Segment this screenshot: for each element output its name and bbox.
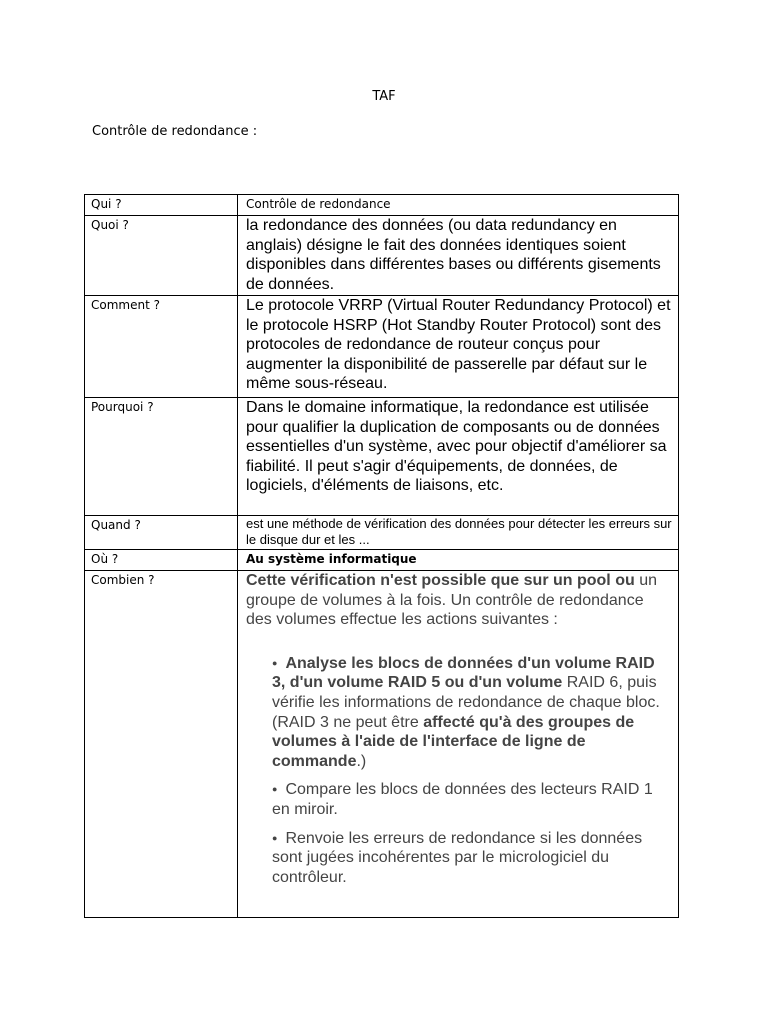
intro-bold-text: Cette vérification n'est possible que sur un pool ou — [246, 572, 635, 589]
row-value — [238, 571, 679, 918]
list-item — [272, 654, 672, 772]
bullet-list — [246, 654, 672, 888]
row-value: Au système informatique — [238, 550, 679, 571]
row-label: Combien ? — [85, 571, 238, 918]
row-label: Qui ? — [85, 195, 238, 216]
table-row — [85, 216, 679, 296]
bullet-end: .) — [356, 752, 367, 770]
row-label: Comment ? — [85, 296, 238, 398]
bullet-text: RAID 6, puis vérifie les informations de redondance de chaque bloc. (RAID 3 ne peut être — [272, 674, 660, 731]
bullet-icon: ● — [272, 784, 278, 795]
bullet-text: Compare les blocs de données des lecteurs RAID 1 en miroir. — [272, 781, 653, 818]
bullet-text: Renvoie les erreurs de redondance si les données sont jugées incohérentes par le micrologiciel du contrôleur. — [272, 829, 643, 886]
document-subtitle: Contrôle de redondance : — [92, 124, 258, 139]
qqoqccp-table — [84, 194, 679, 918]
row-value: Contrôle de redondance — [238, 195, 679, 216]
bullet-icon: ● — [272, 657, 278, 668]
bullet-bold-text: affecté qu'à des groupes de volumes à l'aide de l'interface de ligne de commande — [272, 713, 635, 770]
table-row — [85, 571, 679, 918]
bullet-icon: ● — [272, 832, 278, 843]
row-label: Pourquoi ? — [85, 398, 238, 516]
table-row — [85, 398, 679, 516]
row-value: Le protocole VRRP (Virtual Router Redundancy Protocol) et le protocole HSRP (Hot Standby Router Protocol) sont des protocoles de redondance de routeur conçus pour augmenter la disponibilité de passerelle par défaut sur le même sous-réseau. — [238, 296, 679, 398]
table-row — [85, 516, 679, 550]
row-value: est une méthode de vérification des données pour détecter les erreurs sur le disque dur et les ... — [238, 516, 679, 550]
list-item — [272, 829, 672, 888]
document-title: TAF — [372, 89, 396, 104]
table-row — [85, 296, 679, 398]
row-value: Dans le domaine informatique, la redondance est utilisée pour qualifier la duplication de composants ou de données essentielles d'un système, avec pour objectif d'améliorer sa fiabilité. Il peut s'agir d'équipements, de données, de logiciels, d'éléments de liaisons, etc. — [238, 398, 679, 516]
row-value: la redondance des données (ou data redundancy en anglais) désigne le fait des données identiques soient disponibles dans différentes bases ou différents gisements de données. — [238, 216, 679, 296]
table-row — [85, 550, 679, 571]
intro-text: un groupe de volumes à la fois. Un contrôle de redondance des volumes effectue les actions suivantes : — [246, 572, 657, 629]
table-row — [85, 195, 679, 216]
row-label: Où ? — [85, 550, 238, 571]
row-label: Quoi ? — [85, 216, 238, 296]
bullet-bold-text: Analyse les blocs de données d'un volume RAID 3, d'un volume RAID 5 ou d'un volume — [272, 654, 655, 692]
row-label: Quand ? — [85, 516, 238, 550]
list-item — [272, 780, 672, 819]
combien-intro — [246, 571, 672, 630]
